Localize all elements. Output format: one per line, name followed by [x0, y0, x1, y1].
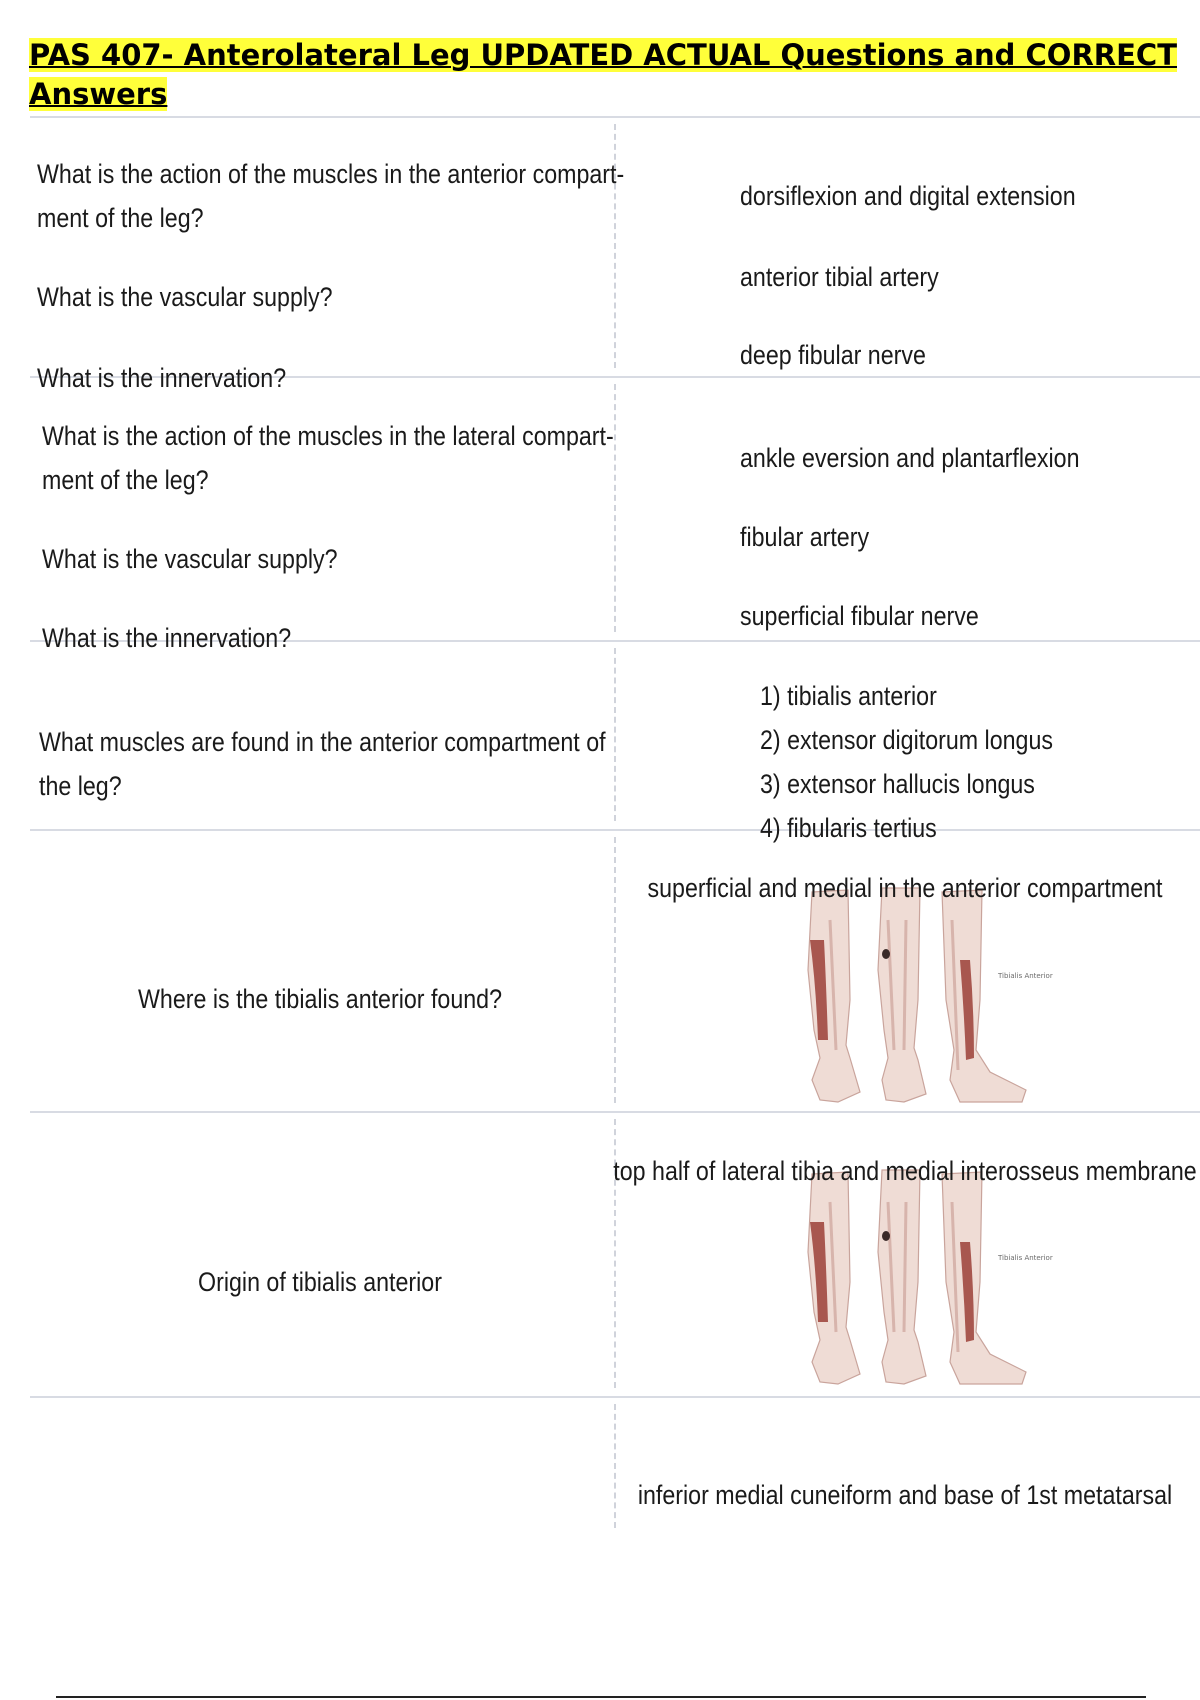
question-text: the leg?: [39, 771, 122, 801]
figure-label: Tibialis Anterior: [998, 972, 1053, 980]
figure-label: Tibialis Anterior: [998, 1254, 1053, 1262]
question-text: ment of the leg?: [42, 465, 209, 495]
page-title: PAS 407- Anterolateral Leg UPDATED ACTUAL Questions and CORRECT Answers: [29, 38, 1177, 111]
answer-list-item: 3) extensor hallucis longus: [760, 769, 1035, 799]
question-text: What is the innervation?: [37, 363, 287, 393]
question-text: What muscles are found in the anterior compartment of: [39, 727, 606, 757]
answer-text: ankle eversion and plantarflexion: [740, 443, 1080, 473]
answer-list-item: 4) fibularis tertius: [760, 813, 937, 843]
card-divider: [30, 1396, 1200, 1398]
leg-lateral-view: [942, 1172, 1053, 1384]
question-text: What is the action of the muscles in the lateral compart-: [42, 421, 614, 451]
answer-list-item: 1) tibialis anterior: [760, 681, 937, 711]
question-text: Origin of tibialis anterior: [198, 1267, 442, 1297]
card-divider: [30, 829, 1200, 831]
card-divider: [30, 116, 1200, 118]
column-divider: [614, 384, 616, 632]
question-text: ment of the leg?: [37, 203, 204, 233]
question-text: What is the action of the muscles in the anterior compart-: [37, 159, 625, 189]
answer-list-item: 2) extensor digitorum longus: [760, 725, 1053, 755]
answer-text: superficial fibular nerve: [740, 601, 979, 631]
question-text: What is the vascular supply?: [42, 544, 338, 574]
column-divider: [614, 648, 616, 821]
answer-text: deep fibular nerve: [740, 340, 926, 370]
leg-anatomy-illustration: [790, 880, 1053, 1110]
page-bottom-rule: [56, 1696, 1146, 1698]
question-text: What is the vascular supply?: [37, 282, 333, 312]
question-text: What is the innervation?: [42, 623, 292, 653]
question-text: Where is the tibialis anterior found?: [138, 984, 502, 1014]
leg-front-view: [808, 1172, 860, 1384]
leg-anatomy-illustration: [790, 1162, 1053, 1392]
answer-text: inferior medial cuneiform and base of 1st metatarsal: [637, 1480, 1173, 1510]
column-divider: [614, 1404, 616, 1528]
answer-text: dorsiflexion and digital extension: [740, 181, 1076, 211]
card-divider: [30, 1111, 1200, 1113]
answer-text: superficial and medial in the anterior compartment: [647, 873, 1163, 903]
leg-anterior-view: [878, 888, 926, 1102]
answer-text: fibular artery: [740, 522, 870, 552]
column-divider: [614, 837, 616, 1103]
answer-text: anterior tibial artery: [740, 262, 939, 292]
answer-text: top half of lateral tibia and medial interosseus membrane: [613, 1156, 1197, 1186]
leg-lateral-view: [942, 890, 1053, 1102]
leg-front-view: [808, 890, 860, 1102]
leg-anterior-view: [878, 1170, 926, 1384]
